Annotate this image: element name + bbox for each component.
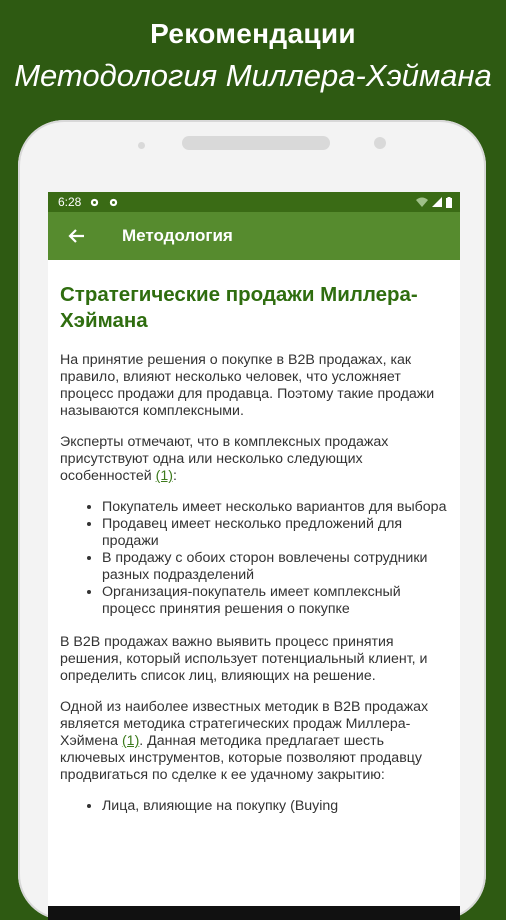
- paragraph: На принятие решения о покупке в B2B продажах, как правило, влияют несколько человек, что усложняет процесс продажи для продавца. Поэтому такие продажи называются комплексными.: [60, 352, 435, 419]
- paragraph-text: :: [173, 468, 177, 484]
- promo-subtitle: Методология Миллера-Хэймана: [14, 58, 492, 93]
- article-content: [48, 260, 460, 815]
- phone-screen: [48, 192, 460, 920]
- reference-link[interactable]: (1): [121, 733, 140, 749]
- bullet-list: [60, 798, 448, 815]
- sensor-dot: [138, 142, 145, 149]
- paragraph: [60, 434, 448, 485]
- arrow-back-icon: [67, 228, 85, 244]
- status-bar: [48, 192, 460, 212]
- bullet-list: [60, 499, 448, 618]
- gear-icon: [89, 197, 100, 208]
- list-item: • Покупатель имеет несколько вариантов для выбора: [102, 499, 448, 516]
- paragraph-text: . Данная методика предлагает шесть ключевых инструментов, которые позволяют продавцу продвигаться по сделке к ее удачному закрытию:: [60, 733, 422, 783]
- list-item: • Лица, влияющие на покупку (Buying: [102, 798, 448, 815]
- back-button[interactable]: [48, 212, 104, 260]
- status-icons: [416, 197, 452, 208]
- battery-icon: [446, 197, 452, 208]
- list-item: • Организация-покупатель имеет комплексный процесс принятия решения о покупке: [102, 584, 448, 618]
- promo-title: Рекомендации: [150, 18, 356, 49]
- paragraph: В B2B продажах важно выявить процесс принятия решения, который использует потенциальный клиент, и определить список лиц, влияющих на решение.: [60, 634, 428, 684]
- phone-camera: [374, 137, 386, 149]
- phone-frame: [18, 120, 486, 920]
- paragraph: [60, 699, 448, 784]
- navigation-bar: [48, 906, 460, 920]
- wifi-icon: [416, 197, 428, 207]
- gear-icon: [108, 197, 119, 208]
- signal-icon: [432, 197, 442, 207]
- list-item: • Продавец имеет несколько предложений для продажи: [102, 516, 448, 550]
- app-bar: [48, 212, 460, 260]
- app-bar-title: Методология: [122, 226, 233, 245]
- paragraph-text: Одной из наиболее известных методик в B2B продажах является методика стратегических продаж Миллера-Хэймена: [60, 699, 429, 749]
- reference-link[interactable]: (1): [155, 468, 173, 484]
- list-item: • В продажу с обоих сторон вовлечены сотрудники разных подразделений: [102, 550, 448, 584]
- status-time: 6:28: [58, 195, 82, 209]
- paragraph-text: Эксперты отмечают, что в комплексных продажах присутствуют одна или несколько следующих особенностей: [60, 434, 389, 484]
- phone-speaker: [182, 136, 330, 150]
- article-heading: Стратегические продажи Миллера-Хэймана: [60, 283, 418, 332]
